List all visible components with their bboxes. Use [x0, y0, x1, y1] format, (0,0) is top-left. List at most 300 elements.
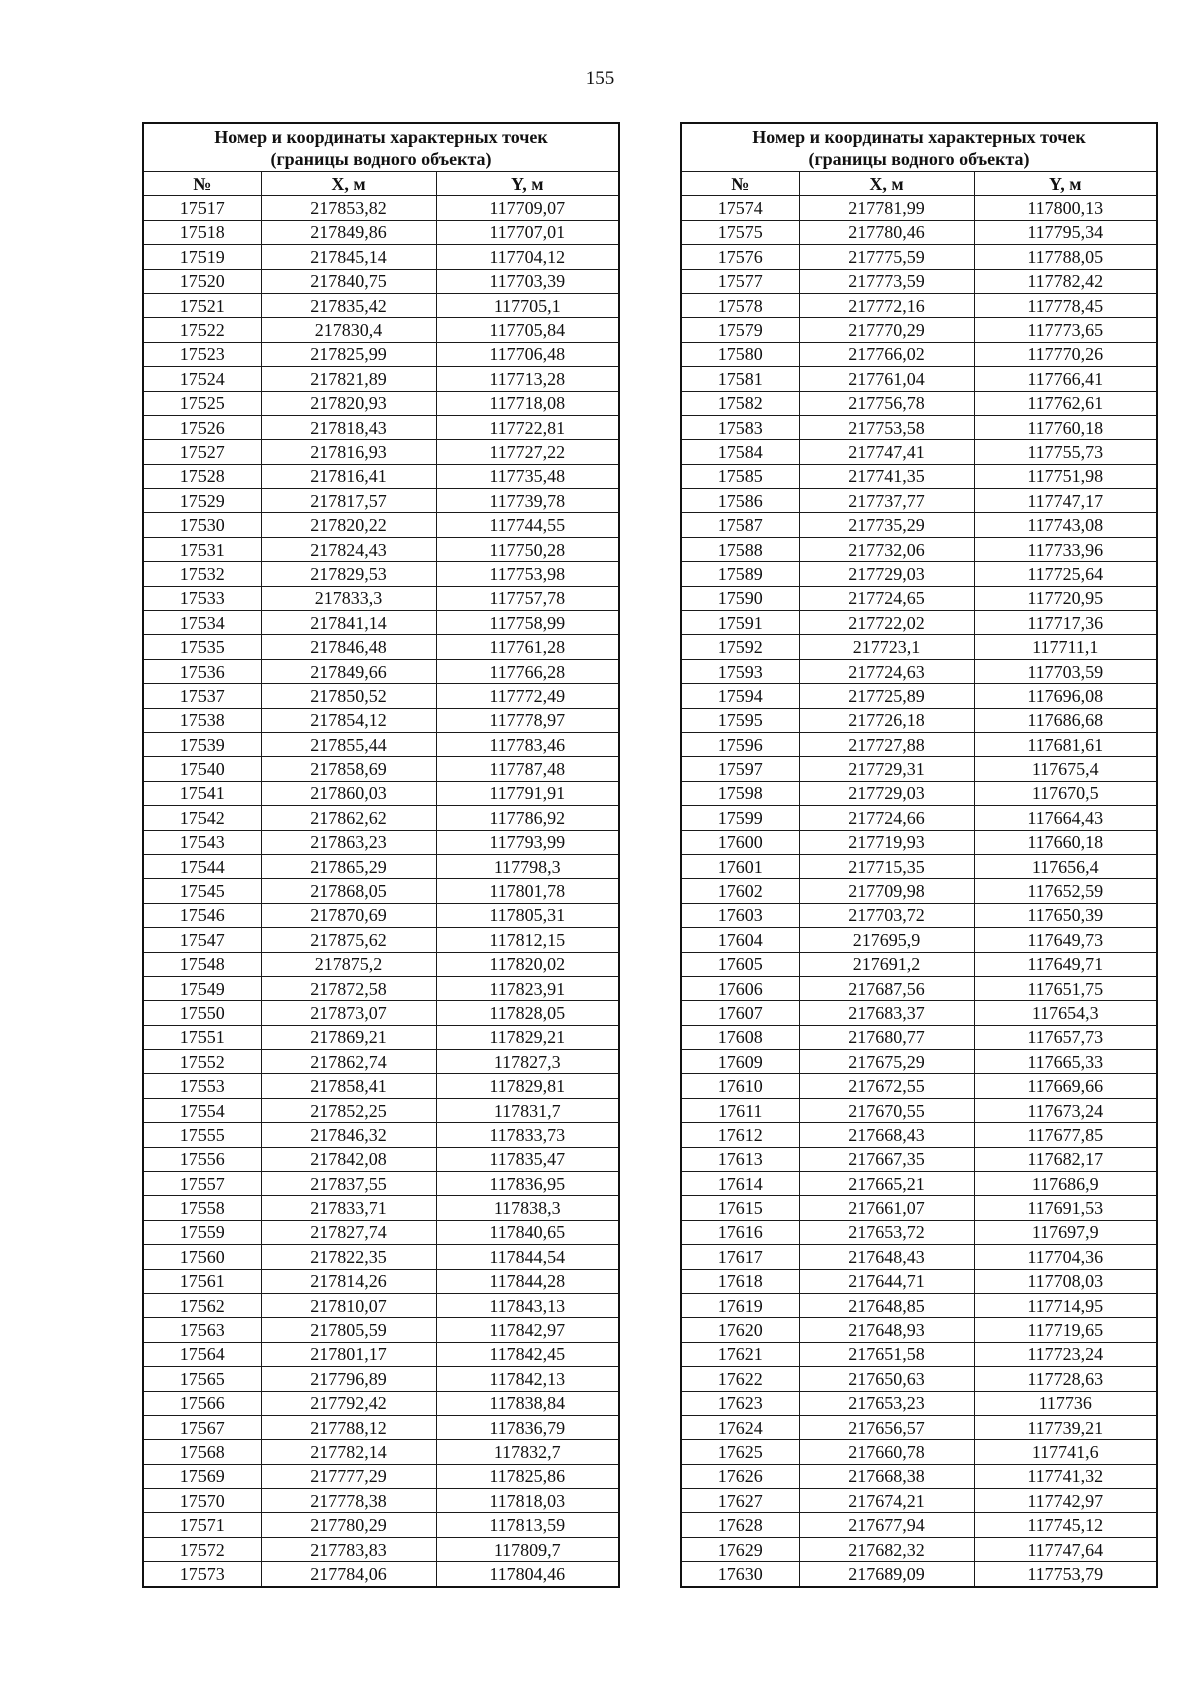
table-row — [681, 1293, 1157, 1317]
table-row — [143, 537, 619, 561]
y-coordinate-cell: 117842,13 — [436, 1367, 619, 1391]
x-coordinate-cell: 217837,55 — [261, 1172, 436, 1196]
table-row — [681, 1220, 1157, 1244]
y-coordinate-cell: 117798,3 — [436, 854, 619, 878]
table-row — [681, 367, 1157, 391]
y-coordinate-cell: 117713,28 — [436, 367, 619, 391]
y-coordinate-cell: 117657,73 — [974, 1025, 1157, 1049]
table-row — [681, 903, 1157, 927]
x-coordinate-cell: 217668,38 — [799, 1464, 974, 1488]
table-row — [143, 1245, 619, 1269]
y-coordinate-cell: 117649,71 — [974, 952, 1157, 976]
x-coordinate-cell: 217756,78 — [799, 391, 974, 415]
point-number-cell: 17544 — [143, 854, 261, 878]
table-row — [681, 1537, 1157, 1561]
table-row — [681, 684, 1157, 708]
table-row — [681, 1172, 1157, 1196]
point-number-cell: 17518 — [143, 220, 261, 244]
y-coordinate-cell: 117804,46 — [436, 1562, 619, 1587]
table-row — [143, 367, 619, 391]
table-row — [143, 1025, 619, 1049]
x-coordinate-cell: 217814,26 — [261, 1269, 436, 1293]
x-coordinate-cell: 217875,2 — [261, 952, 436, 976]
x-coordinate-cell: 217845,14 — [261, 245, 436, 269]
x-coordinate-cell: 217648,85 — [799, 1293, 974, 1317]
x-coordinate-cell: 217735,29 — [799, 513, 974, 537]
table-row — [143, 220, 619, 244]
table-row — [681, 854, 1157, 878]
y-coordinate-cell: 117766,41 — [974, 367, 1157, 391]
point-number-cell: 17619 — [681, 1293, 799, 1317]
table-row — [143, 757, 619, 781]
x-coordinate-cell: 217778,38 — [261, 1489, 436, 1513]
y-coordinate-cell: 117703,39 — [436, 269, 619, 293]
point-number-cell: 17622 — [681, 1367, 799, 1391]
y-coordinate-cell: 117697,9 — [974, 1220, 1157, 1244]
table-row — [681, 1245, 1157, 1269]
x-coordinate-cell: 217674,21 — [799, 1489, 974, 1513]
x-coordinate-cell: 217723,1 — [799, 635, 974, 659]
y-coordinate-cell: 117670,5 — [974, 781, 1157, 805]
y-coordinate-cell: 117709,07 — [436, 196, 619, 220]
y-coordinate-cell: 117686,9 — [974, 1172, 1157, 1196]
x-coordinate-cell: 217796,89 — [261, 1367, 436, 1391]
table-row — [681, 269, 1157, 293]
x-coordinate-cell: 217825,99 — [261, 342, 436, 366]
y-coordinate-cell: 117766,28 — [436, 659, 619, 683]
table-row — [681, 708, 1157, 732]
x-coordinate-cell: 217862,62 — [261, 806, 436, 830]
table-row — [681, 928, 1157, 952]
point-number-cell: 17536 — [143, 659, 261, 683]
x-coordinate-cell: 217830,4 — [261, 318, 436, 342]
point-number-cell: 17590 — [681, 586, 799, 610]
table-title-line2: (границы водного объекта) — [808, 148, 1030, 169]
y-coordinate-cell: 117696,08 — [974, 684, 1157, 708]
table-row — [681, 1415, 1157, 1439]
table-row — [143, 684, 619, 708]
table-row — [143, 489, 619, 513]
table-row — [681, 757, 1157, 781]
table-row — [681, 1562, 1157, 1587]
y-coordinate-cell: 117703,59 — [974, 659, 1157, 683]
y-coordinate-cell: 117733,96 — [974, 537, 1157, 561]
point-number-cell: 17569 — [143, 1464, 261, 1488]
point-number-cell: 17556 — [143, 1147, 261, 1171]
x-coordinate-cell: 217648,93 — [799, 1318, 974, 1342]
y-coordinate-cell: 117753,98 — [436, 562, 619, 586]
point-number-cell: 17610 — [681, 1074, 799, 1098]
table-body — [681, 196, 1157, 1587]
coordinates-table-right — [680, 122, 1158, 1588]
point-number-cell: 17534 — [143, 611, 261, 635]
point-number-cell: 17537 — [143, 684, 261, 708]
x-coordinate-cell: 217835,42 — [261, 293, 436, 317]
x-coordinate-cell: 217737,77 — [799, 489, 974, 513]
table-row — [143, 1098, 619, 1122]
table-row — [681, 1098, 1157, 1122]
y-coordinate-cell: 117669,66 — [974, 1074, 1157, 1098]
table-row — [681, 342, 1157, 366]
point-number-cell: 17629 — [681, 1537, 799, 1561]
y-coordinate-cell: 117761,28 — [436, 635, 619, 659]
point-number-cell: 17542 — [143, 806, 261, 830]
point-number-cell: 17584 — [681, 440, 799, 464]
y-coordinate-cell: 117795,34 — [974, 220, 1157, 244]
y-coordinate-cell: 117809,7 — [436, 1537, 619, 1561]
table-row — [143, 293, 619, 317]
point-number-cell: 17559 — [143, 1220, 261, 1244]
y-coordinate-cell: 117755,73 — [974, 440, 1157, 464]
point-number-cell: 17522 — [143, 318, 261, 342]
table-row — [681, 464, 1157, 488]
table-row — [681, 1489, 1157, 1513]
y-coordinate-cell: 117838,3 — [436, 1196, 619, 1220]
table-row — [681, 659, 1157, 683]
x-coordinate-cell: 217780,29 — [261, 1513, 436, 1537]
point-number-cell: 17558 — [143, 1196, 261, 1220]
point-number-cell: 17573 — [143, 1562, 261, 1587]
y-coordinate-cell: 117665,33 — [974, 1050, 1157, 1074]
table-row — [681, 635, 1157, 659]
point-number-cell: 17560 — [143, 1245, 261, 1269]
table-body — [143, 196, 619, 1587]
point-number-cell: 17541 — [143, 781, 261, 805]
x-coordinate-cell: 217792,42 — [261, 1391, 436, 1415]
y-coordinate-cell: 117793,99 — [436, 830, 619, 854]
y-coordinate-cell: 117773,65 — [974, 318, 1157, 342]
point-number-cell: 17577 — [681, 269, 799, 293]
y-coordinate-cell: 117800,13 — [974, 196, 1157, 220]
x-coordinate-cell: 217729,03 — [799, 781, 974, 805]
x-coordinate-cell: 217777,29 — [261, 1464, 436, 1488]
point-number-cell: 17588 — [681, 537, 799, 561]
point-number-cell: 17527 — [143, 440, 261, 464]
x-coordinate-cell: 217788,12 — [261, 1415, 436, 1439]
table-row — [143, 1001, 619, 1025]
x-coordinate-cell: 217695,9 — [799, 928, 974, 952]
point-number-cell: 17517 — [143, 196, 261, 220]
y-coordinate-cell: 117758,99 — [436, 611, 619, 635]
table-title-line2: (границы водного объекта) — [270, 148, 492, 169]
x-coordinate-cell: 217783,83 — [261, 1537, 436, 1561]
y-coordinate-cell: 117772,49 — [436, 684, 619, 708]
x-coordinate-cell: 217732,06 — [799, 537, 974, 561]
y-coordinate-cell: 117650,39 — [974, 903, 1157, 927]
point-number-cell: 17592 — [681, 635, 799, 659]
x-coordinate-cell: 217805,59 — [261, 1318, 436, 1342]
table-row — [681, 1147, 1157, 1171]
y-coordinate-cell: 117783,46 — [436, 732, 619, 756]
x-coordinate-cell: 217833,71 — [261, 1196, 436, 1220]
point-number-cell: 17526 — [143, 415, 261, 439]
table-row — [681, 513, 1157, 537]
point-number-cell: 17620 — [681, 1318, 799, 1342]
table-row — [143, 635, 619, 659]
point-number-cell: 17591 — [681, 611, 799, 635]
point-number-cell: 17574 — [681, 196, 799, 220]
y-coordinate-cell: 117770,26 — [974, 342, 1157, 366]
y-coordinate-cell: 117828,05 — [436, 1001, 619, 1025]
x-coordinate-cell: 217875,62 — [261, 928, 436, 952]
x-coordinate-cell: 217840,75 — [261, 269, 436, 293]
point-number-cell: 17553 — [143, 1074, 261, 1098]
point-number-cell: 17565 — [143, 1367, 261, 1391]
table-row — [143, 1367, 619, 1391]
point-number-cell: 17535 — [143, 635, 261, 659]
y-coordinate-cell: 117706,48 — [436, 342, 619, 366]
table-row — [143, 513, 619, 537]
x-coordinate-cell: 217849,66 — [261, 659, 436, 683]
y-coordinate-cell: 117741,32 — [974, 1464, 1157, 1488]
point-number-cell: 17523 — [143, 342, 261, 366]
table-row — [681, 1025, 1157, 1049]
table-row — [143, 1293, 619, 1317]
point-number-cell: 17605 — [681, 952, 799, 976]
table-row — [143, 1440, 619, 1464]
x-coordinate-cell: 217820,22 — [261, 513, 436, 537]
point-number-cell: 17557 — [143, 1172, 261, 1196]
x-coordinate-cell: 217644,71 — [799, 1269, 974, 1293]
table-row — [143, 415, 619, 439]
y-coordinate-cell: 117711,1 — [974, 635, 1157, 659]
table-row — [143, 879, 619, 903]
x-coordinate-cell: 217853,82 — [261, 196, 436, 220]
column-header-y: Y, м — [974, 172, 1157, 196]
point-number-cell: 17575 — [681, 220, 799, 244]
x-coordinate-cell: 217675,29 — [799, 1050, 974, 1074]
table-row — [681, 537, 1157, 561]
table-row — [143, 1537, 619, 1561]
point-number-cell: 17539 — [143, 732, 261, 756]
x-coordinate-cell: 217648,43 — [799, 1245, 974, 1269]
y-coordinate-cell: 117840,65 — [436, 1220, 619, 1244]
point-number-cell: 17601 — [681, 854, 799, 878]
y-coordinate-cell: 117744,55 — [436, 513, 619, 537]
table-row — [681, 1391, 1157, 1415]
point-number-cell: 17615 — [681, 1196, 799, 1220]
table-row — [681, 489, 1157, 513]
point-number-cell: 17551 — [143, 1025, 261, 1049]
table-row — [143, 1391, 619, 1415]
x-coordinate-cell: 217820,93 — [261, 391, 436, 415]
y-coordinate-cell: 117788,05 — [974, 245, 1157, 269]
point-number-cell: 17583 — [681, 415, 799, 439]
point-number-cell: 17580 — [681, 342, 799, 366]
x-coordinate-cell: 217724,65 — [799, 586, 974, 610]
table-row — [143, 1196, 619, 1220]
y-coordinate-cell: 117818,03 — [436, 1489, 619, 1513]
x-coordinate-cell: 217773,59 — [799, 269, 974, 293]
x-coordinate-cell: 217863,23 — [261, 830, 436, 854]
x-coordinate-cell: 217687,56 — [799, 976, 974, 1000]
table-row — [143, 854, 619, 878]
x-coordinate-cell: 217761,04 — [799, 367, 974, 391]
x-coordinate-cell: 217782,14 — [261, 1440, 436, 1464]
table-row — [681, 830, 1157, 854]
y-coordinate-cell: 117844,28 — [436, 1269, 619, 1293]
x-coordinate-cell: 217729,31 — [799, 757, 974, 781]
y-coordinate-cell: 117728,63 — [974, 1367, 1157, 1391]
y-coordinate-cell: 117682,17 — [974, 1147, 1157, 1171]
x-coordinate-cell: 217868,05 — [261, 879, 436, 903]
column-header-x: X, м — [799, 172, 974, 196]
y-coordinate-cell: 117782,42 — [974, 269, 1157, 293]
table-row — [143, 245, 619, 269]
x-coordinate-cell: 217653,23 — [799, 1391, 974, 1415]
table-row — [681, 562, 1157, 586]
point-number-cell: 17520 — [143, 269, 261, 293]
y-coordinate-cell: 117751,98 — [974, 464, 1157, 488]
y-coordinate-cell: 117686,68 — [974, 708, 1157, 732]
x-coordinate-cell: 217850,52 — [261, 684, 436, 708]
y-coordinate-cell: 117705,84 — [436, 318, 619, 342]
table-row — [143, 1074, 619, 1098]
x-coordinate-cell: 217846,48 — [261, 635, 436, 659]
point-number-cell: 17533 — [143, 586, 261, 610]
x-coordinate-cell: 217766,02 — [799, 342, 974, 366]
point-number-cell: 17630 — [681, 1562, 799, 1587]
point-number-cell: 17607 — [681, 1001, 799, 1025]
y-coordinate-cell: 117829,81 — [436, 1074, 619, 1098]
table-row — [681, 293, 1157, 317]
y-coordinate-cell: 117787,48 — [436, 757, 619, 781]
y-coordinate-cell: 117750,28 — [436, 537, 619, 561]
y-coordinate-cell: 117805,31 — [436, 903, 619, 927]
point-number-cell: 17603 — [681, 903, 799, 927]
point-number-cell: 17566 — [143, 1391, 261, 1415]
point-number-cell: 17593 — [681, 659, 799, 683]
y-coordinate-cell: 117707,01 — [436, 220, 619, 244]
y-coordinate-cell: 117743,08 — [974, 513, 1157, 537]
y-coordinate-cell: 117842,97 — [436, 1318, 619, 1342]
y-coordinate-cell: 117708,03 — [974, 1269, 1157, 1293]
table-row — [143, 903, 619, 927]
table-row — [143, 1342, 619, 1366]
y-coordinate-cell: 117833,73 — [436, 1123, 619, 1147]
y-coordinate-cell: 117720,95 — [974, 586, 1157, 610]
y-coordinate-cell: 117827,3 — [436, 1050, 619, 1074]
y-coordinate-cell: 117747,17 — [974, 489, 1157, 513]
y-coordinate-cell: 117719,65 — [974, 1318, 1157, 1342]
point-number-cell: 17595 — [681, 708, 799, 732]
x-coordinate-cell: 217770,29 — [799, 318, 974, 342]
y-coordinate-cell: 117723,24 — [974, 1342, 1157, 1366]
point-number-cell: 17564 — [143, 1342, 261, 1366]
table-row — [143, 1269, 619, 1293]
x-coordinate-cell: 217870,69 — [261, 903, 436, 927]
y-coordinate-cell: 117843,13 — [436, 1293, 619, 1317]
x-coordinate-cell: 217869,21 — [261, 1025, 436, 1049]
x-coordinate-cell: 217781,99 — [799, 196, 974, 220]
table-row — [681, 1318, 1157, 1342]
table-row — [681, 1464, 1157, 1488]
y-coordinate-cell: 117718,08 — [436, 391, 619, 415]
x-coordinate-cell: 217849,86 — [261, 220, 436, 244]
table-row — [681, 781, 1157, 805]
x-coordinate-cell: 217650,63 — [799, 1367, 974, 1391]
point-number-cell: 17582 — [681, 391, 799, 415]
point-number-cell: 17529 — [143, 489, 261, 513]
table-row — [681, 245, 1157, 269]
x-coordinate-cell: 217722,02 — [799, 611, 974, 635]
y-coordinate-cell: 117820,02 — [436, 952, 619, 976]
point-number-cell: 17586 — [681, 489, 799, 513]
table-row — [143, 1562, 619, 1587]
point-number-cell: 17608 — [681, 1025, 799, 1049]
point-number-cell: 17525 — [143, 391, 261, 415]
point-number-cell: 17540 — [143, 757, 261, 781]
y-coordinate-cell: 117823,91 — [436, 976, 619, 1000]
y-coordinate-cell: 117675,4 — [974, 757, 1157, 781]
point-number-cell: 17519 — [143, 245, 261, 269]
table-row — [143, 464, 619, 488]
x-coordinate-cell: 217753,58 — [799, 415, 974, 439]
point-number-cell: 17611 — [681, 1098, 799, 1122]
y-coordinate-cell: 117760,18 — [974, 415, 1157, 439]
x-coordinate-cell: 217841,14 — [261, 611, 436, 635]
y-coordinate-cell: 117836,79 — [436, 1415, 619, 1439]
point-number-cell: 17545 — [143, 879, 261, 903]
x-coordinate-cell: 217816,41 — [261, 464, 436, 488]
y-coordinate-cell: 117717,36 — [974, 611, 1157, 635]
x-coordinate-cell: 217667,35 — [799, 1147, 974, 1171]
table-title-line1: Номер и координаты характерных точек — [214, 126, 548, 147]
point-number-cell: 17627 — [681, 1489, 799, 1513]
y-coordinate-cell: 117660,18 — [974, 830, 1157, 854]
table-row — [143, 1415, 619, 1439]
column-header-number: № — [143, 172, 261, 196]
table-row — [143, 732, 619, 756]
x-coordinate-cell: 217683,37 — [799, 1001, 974, 1025]
table-row — [143, 1123, 619, 1147]
point-number-cell: 17547 — [143, 928, 261, 952]
point-number-cell: 17543 — [143, 830, 261, 854]
table-row — [681, 220, 1157, 244]
y-coordinate-cell: 117747,64 — [974, 1537, 1157, 1561]
y-coordinate-cell: 117844,54 — [436, 1245, 619, 1269]
point-number-cell: 17589 — [681, 562, 799, 586]
y-coordinate-cell: 117842,45 — [436, 1342, 619, 1366]
table-row — [143, 318, 619, 342]
x-coordinate-cell: 217816,93 — [261, 440, 436, 464]
table-row — [681, 1196, 1157, 1220]
point-number-cell: 17604 — [681, 928, 799, 952]
y-coordinate-cell: 117778,97 — [436, 708, 619, 732]
x-coordinate-cell: 217821,89 — [261, 367, 436, 391]
x-coordinate-cell: 217741,35 — [799, 464, 974, 488]
point-number-cell: 17614 — [681, 1172, 799, 1196]
point-number-cell: 17538 — [143, 708, 261, 732]
x-coordinate-cell: 217860,03 — [261, 781, 436, 805]
point-number-cell: 17625 — [681, 1440, 799, 1464]
x-coordinate-cell: 217822,35 — [261, 1245, 436, 1269]
x-coordinate-cell: 217827,74 — [261, 1220, 436, 1244]
table-row — [143, 1489, 619, 1513]
table-row — [681, 1440, 1157, 1464]
y-coordinate-cell: 117681,61 — [974, 732, 1157, 756]
y-coordinate-cell: 117812,15 — [436, 928, 619, 952]
table-row — [681, 318, 1157, 342]
column-header-x: X, м — [261, 172, 436, 196]
y-coordinate-cell: 117677,85 — [974, 1123, 1157, 1147]
y-coordinate-cell: 117649,73 — [974, 928, 1157, 952]
y-coordinate-cell: 117727,22 — [436, 440, 619, 464]
point-number-cell: 17618 — [681, 1269, 799, 1293]
table-row — [143, 1147, 619, 1171]
table-row — [681, 952, 1157, 976]
x-coordinate-cell: 217682,32 — [799, 1537, 974, 1561]
